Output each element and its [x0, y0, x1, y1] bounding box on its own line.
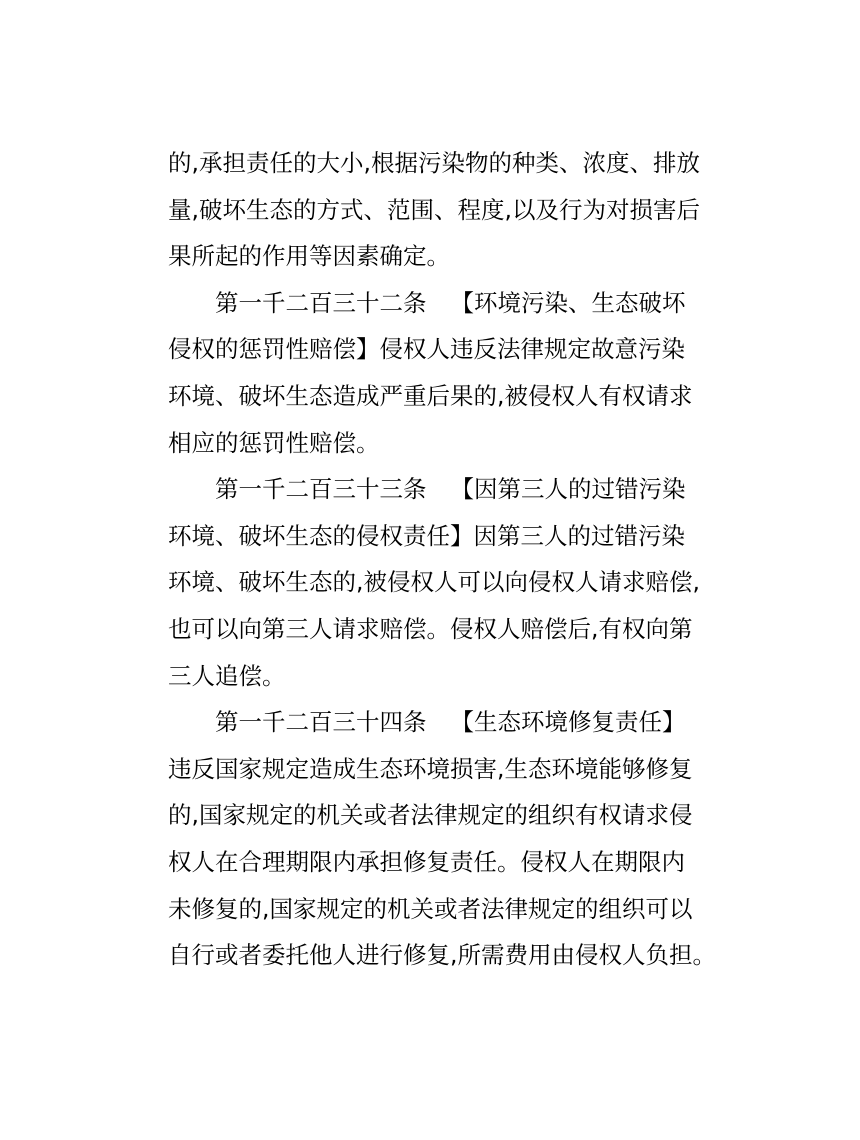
intro-line: 的,承担责任的大小,根据污染物的种类、浓度、排放: [168, 149, 700, 177]
article-title-start: 【生态环境修复责任】: [450, 708, 686, 737]
article-title-start: 【环境污染、生态破坏: [450, 288, 686, 317]
article-line: 未修复的,国家规定的机关或者法律规定的组织可以: [168, 894, 693, 923]
article-1233-heading: [168, 466, 728, 513]
article-line: 三人追偿。: [168, 661, 286, 690]
article-line: 自行或者委托他人进行修复,所需费用由侵权人负担。: [168, 941, 716, 970]
article-number: 第一千二百三十二条: [215, 288, 427, 317]
article-1234-heading: [168, 699, 728, 746]
article-number: 第一千二百三十四条: [215, 708, 427, 737]
article-line: 侵权的惩罚性赔偿】侵权人违反法律规定故意污染: [168, 335, 685, 364]
intro-line: 量,破坏生态的方式、范围、程度,以及行为对损害后: [168, 195, 700, 224]
article-1232-heading: [168, 280, 728, 327]
article-line: 环境、破坏生态造成严重后果的,被侵权人有权请求: [168, 381, 693, 410]
intro-line: 果所起的作用等因素确定。: [168, 242, 450, 271]
article-line: 环境、破坏生态的,被侵权人可以向侵权人请求赔偿,: [168, 568, 700, 597]
article-title-start: 【因第三人的过错污染: [450, 475, 686, 504]
article-line: 也可以向第三人请求赔偿。侵权人赔偿后,有权向第: [168, 614, 693, 643]
article-number: 第一千二百三十三条: [215, 475, 427, 504]
article-line: 的,国家规定的机关或者法律规定的组织有权请求侵: [168, 801, 693, 830]
article-line: 相应的惩罚性赔偿。: [168, 428, 380, 457]
article-line: 权人在合理期限内承担修复责任。侵权人在期限内: [168, 847, 685, 876]
article-line: 违反国家规定造成生态环境损害,生态环境能够修复: [168, 754, 693, 783]
article-line: 环境、破坏生态的侵权责任】因第三人的过错污染: [168, 521, 685, 550]
body-text: [168, 140, 728, 979]
